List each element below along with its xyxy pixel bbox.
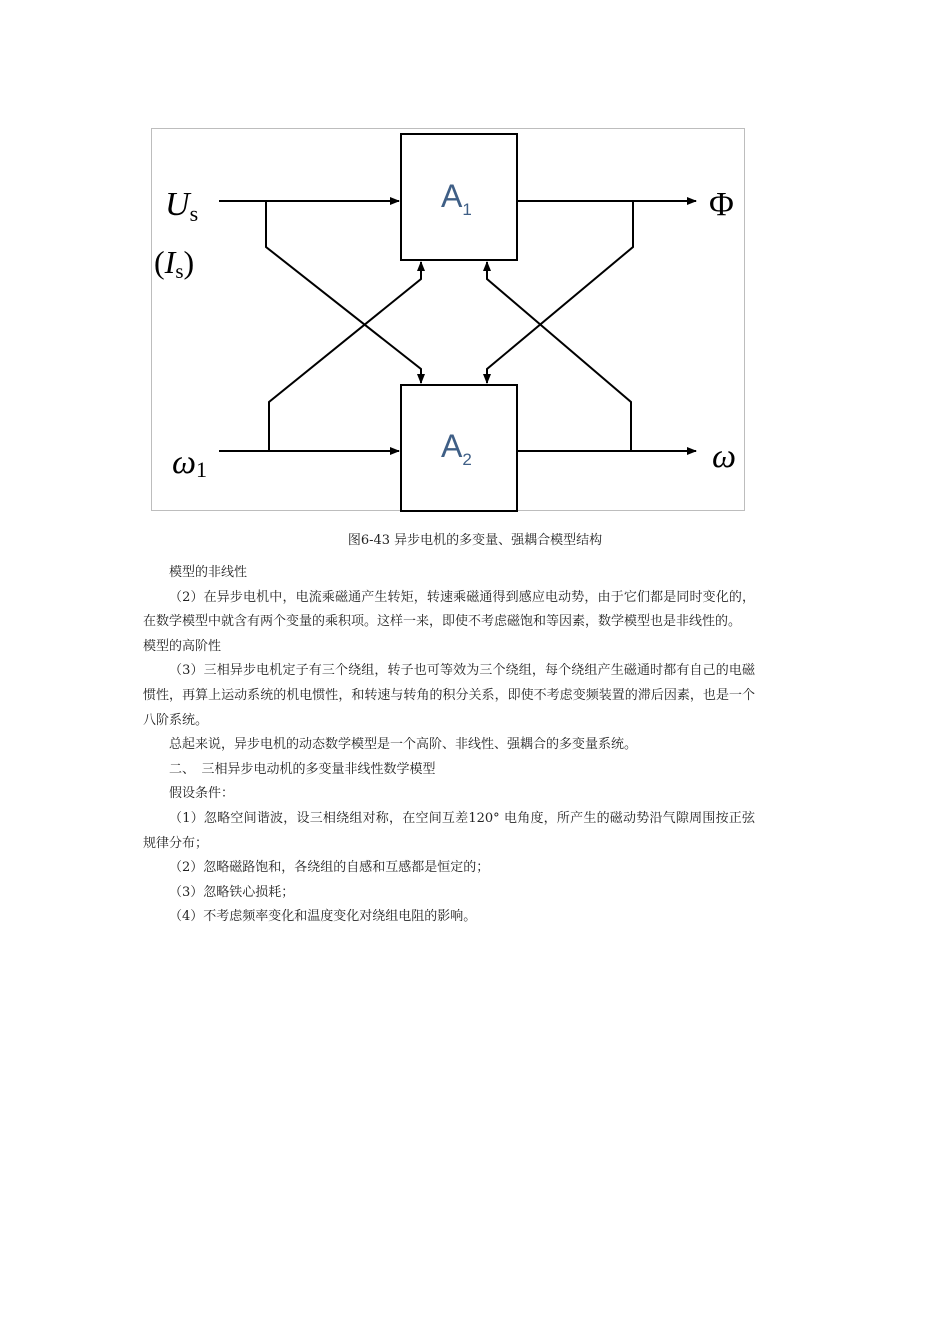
assumption-4: （4）不考虑频率变化和温度变化对绕组电阻的影响。 [169, 909, 477, 925]
paragraph-summary: 总起来说，异步电机的动态数学模型是一个高阶、非线性、强耦合的多变量系统。 [169, 737, 638, 753]
block-a1-label: $A_1$ [441, 178, 472, 219]
omega1-to-a1-link [269, 262, 421, 451]
assumptions-heading: 假设条件： [169, 786, 235, 802]
block-a2-label: $A_2$ [441, 428, 472, 469]
phi-to-a2-link [487, 201, 633, 383]
subheading-high-order: 模型的高阶性 [143, 638, 222, 654]
model-structure-figure [151, 128, 745, 511]
body-text [143, 561, 755, 930]
paragraph-high-order: （3）三相异步电机定子有三个绕组，转子也可等效为三个绕组，每个绕组产生磁通时都有自己的电磁惯性，再算上运动系统的机电惯性，和转速与转角的积分关系，即使不考虑变频装置的滞后因素，也是一个八阶系统。 [143, 663, 755, 728]
section-heading: 二、 三相异步电动机的多变量非线性数学模型 [169, 761, 436, 777]
assumption-2: （2）忽略磁路饱和，各绕组的自感和互感都是恒定的； [169, 860, 490, 876]
figure-caption: 图6-43 异步电机的多变量、强耦合模型结构 [347, 533, 603, 548]
output-phi-label: Φ [709, 186, 734, 223]
assumption-3: （3）忽略铁心损耗； [169, 884, 295, 900]
block-diagram [152, 129, 746, 512]
omega-to-a1-link [487, 262, 631, 451]
assumption-1: （1）忽略空间谐波，设三相绕组对称，在空间互差120° 电角度，所产生的磁动势沿气隙周围按正弦规律分布； [143, 810, 755, 851]
us-to-a2-link [266, 201, 421, 383]
subheading-nonlinearity: 模型的非线性 [169, 565, 248, 580]
input-is-label: (Is) [154, 244, 195, 283]
output-omega-label: ω [712, 438, 737, 475]
input-omega1-label: ω1 [172, 444, 208, 482]
input-us-label: Us [165, 186, 199, 226]
paragraph-nonlinearity: （2）在异步电机中，电流乘磁通产生转矩，转速乘磁通得到感应电动势，由于它们都是同时变化的，在数学模型中就含有两个变量的乘积项。这样一来，即使不考虑磁饱和等因素，数学模型也是非线性的。 [143, 589, 755, 630]
